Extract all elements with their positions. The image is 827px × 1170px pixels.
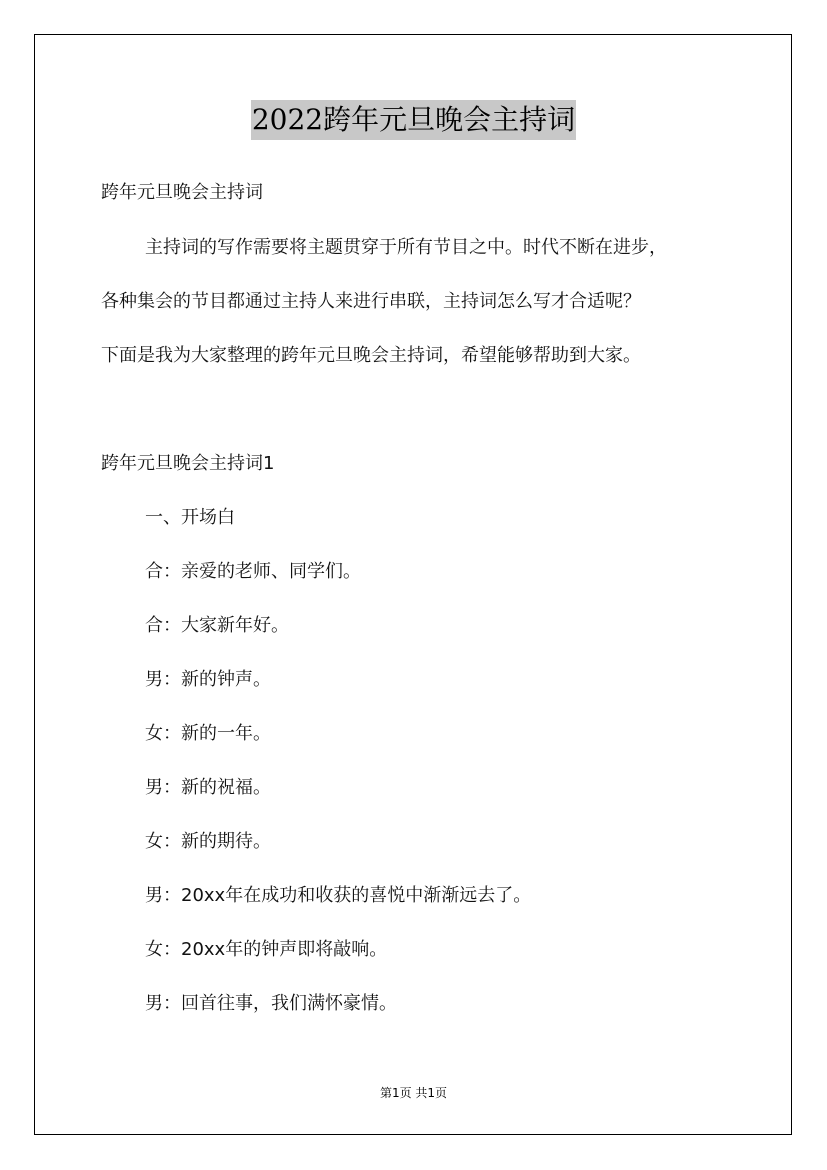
intro-line-1: 主持词的写作需要将主题贯穿于所有节目之中。时代不断在进步， <box>145 237 667 258</box>
script-line: 女：新的一年。 <box>145 723 271 744</box>
intro-line-2: 各种集会的节目都通过主持人来进行串联，主持词怎么写才合适呢？ <box>101 291 641 312</box>
script-line: 合：大家新年好。 <box>145 615 289 636</box>
script-line: 合：亲爱的老师、同学们。 <box>145 561 361 582</box>
script-line: 男：新的祝福。 <box>145 777 271 798</box>
section-heading: 跨年元旦晚会主持词1 <box>101 453 275 474</box>
document-subtitle: 跨年元旦晚会主持词 <box>101 182 263 203</box>
script-line: 男：回首往事，我们满怀豪情。 <box>145 993 397 1014</box>
page-number: 第1页 共1页 <box>379 1086 448 1100</box>
script-line: 女：20xx年的钟声即将敲响。 <box>145 939 388 960</box>
intro-line-3: 下面是我为大家整理的跨年元旦晚会主持词，希望能够帮助到大家。 <box>101 345 641 366</box>
document-title-wrap <box>0 100 827 140</box>
script-line: 一、开场白 <box>145 507 235 528</box>
script-line: 男：20xx年在成功和收获的喜悦中渐渐远去了。 <box>145 885 532 906</box>
document-title: 2022跨年元旦晚会主持词 <box>251 100 576 140</box>
script-line: 女：新的期待。 <box>145 831 271 852</box>
script-line: 男：新的钟声。 <box>145 669 271 690</box>
